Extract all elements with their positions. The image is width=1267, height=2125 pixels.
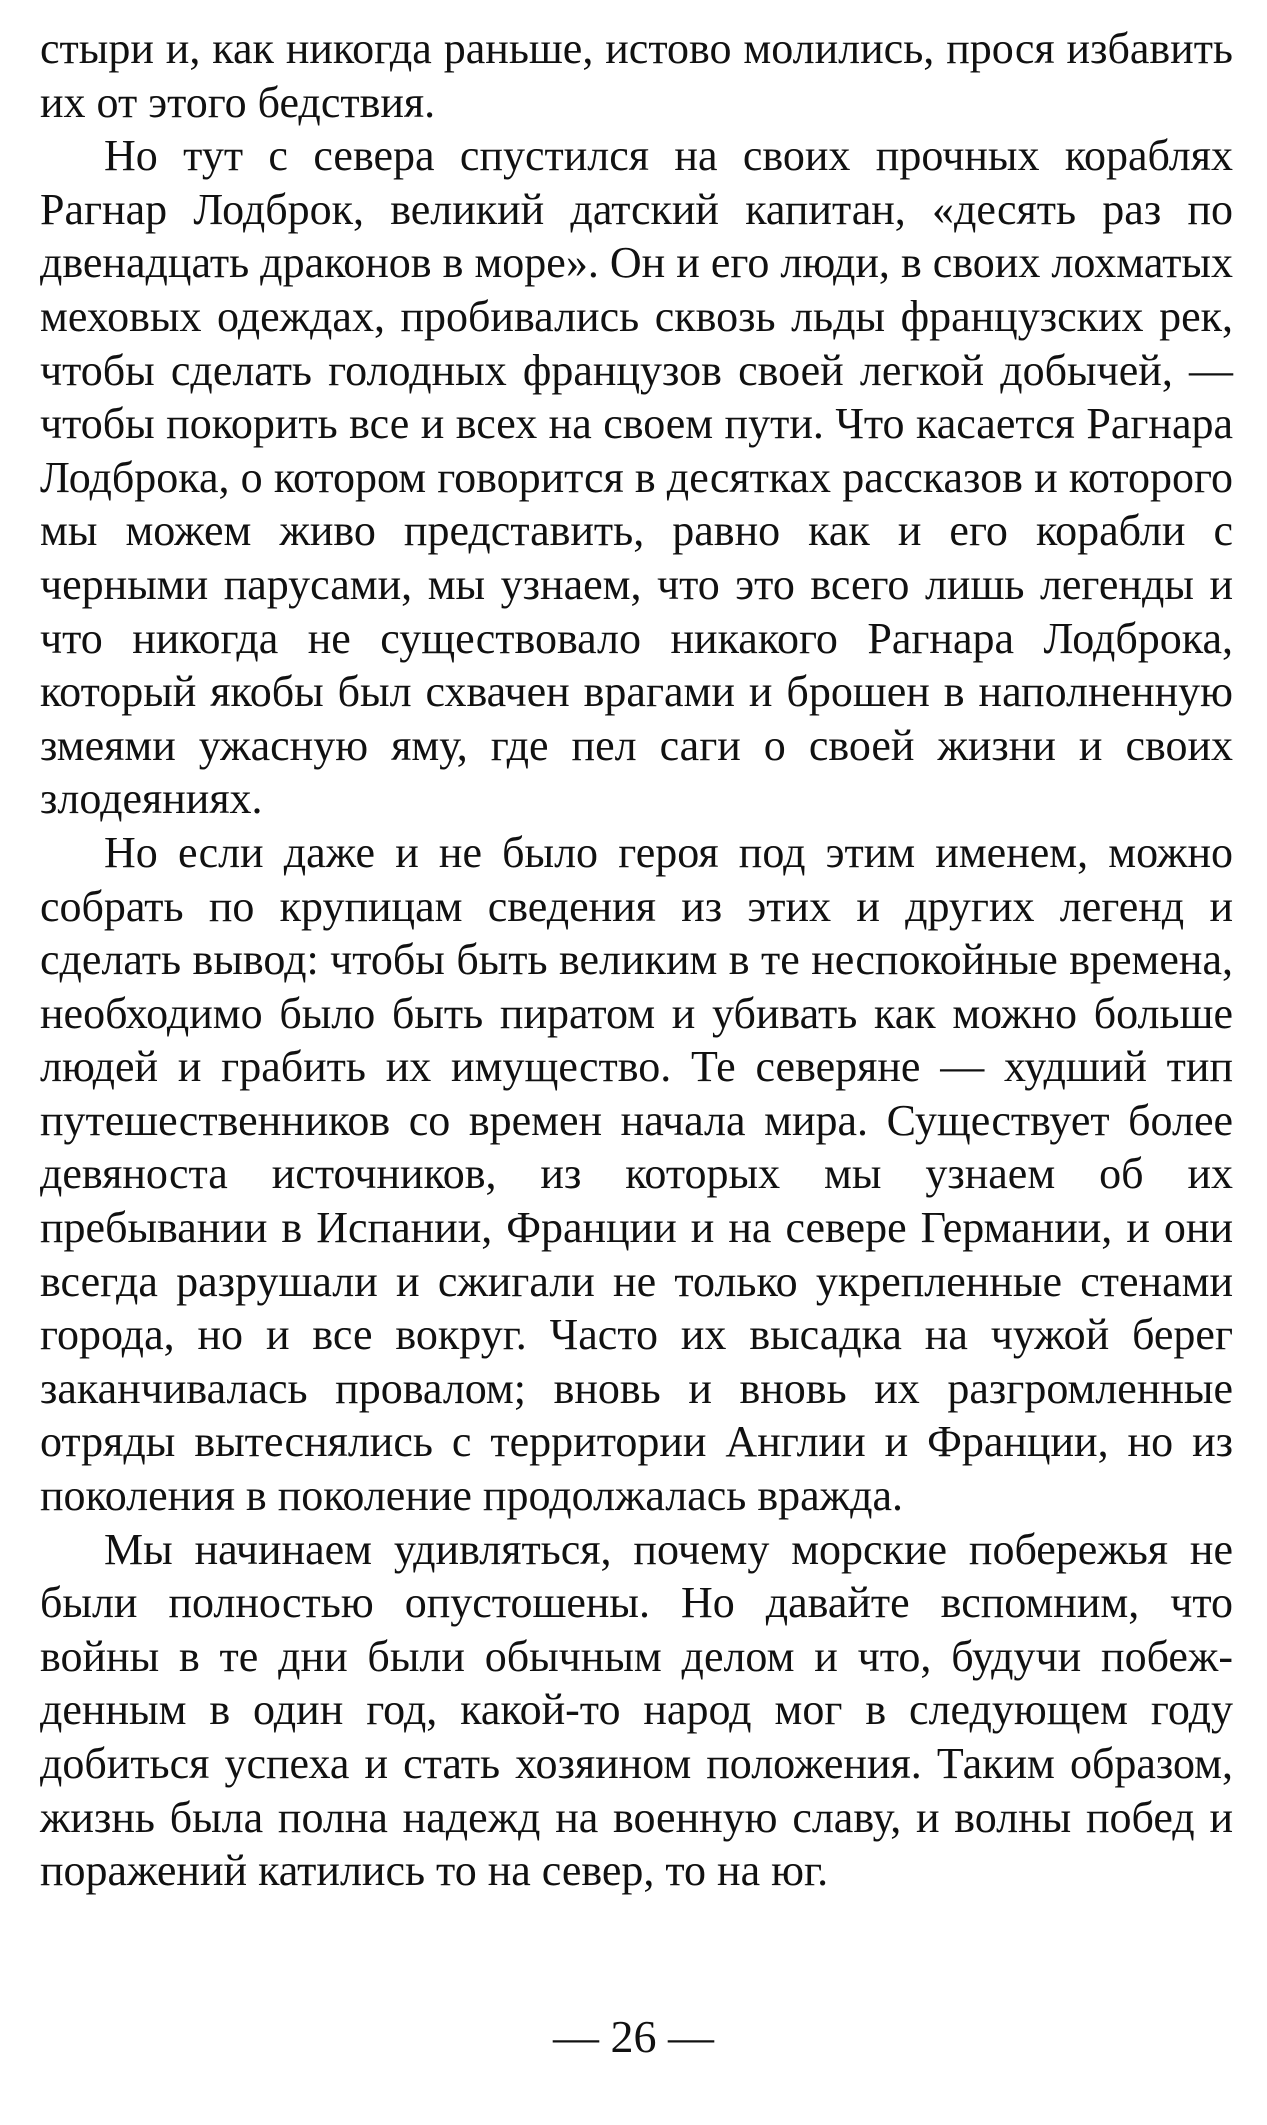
paragraph-northmen: Но если даже и не было героя под этим именем, можно собрать по крупицам сведения из этих и других легенд и сделать вывод: чтобы быть великим в те неспокойные времена, необходимо было быть пиратом и убивать как можно больше людей и грабить их имущество. Те северяне — худший тип путешественников со времен начала мира. Существует более девяноста источников, из которых мы узнаем об их пребывании в Испании, Франции и на севере Германии, и они всегда разрушали и сжигали не только укрепленные стенами города, но и все вокруг. Часто их высадка на чужой берег заканчивалась провалом; вновь и вновь их разгромленные отряды вытеснялись с территории Англии и Франции, но из поколения в поколение продолжалась вражда.: [40, 827, 1233, 1521]
book-page-body: [40, 22, 1233, 1898]
paragraph-continuation: стыри и, как никогда раньше, истово молились, прося избавить их от этого бедствия.: [40, 24, 1233, 127]
paragraph-ragnar: Но тут с севера спустился на своих прочных кораблях Рагнар Лодброк, великий датский капитан, «десять раз по двенадцать драконов в море». Он и его люди, в своих лохматых меховых одеждах, пробивались сквозь льды французских рек, чтобы сделать голодных французов своей легкой добычей, — чтобы покорить все и всех на своем пути. Что касается Рагнара Лодброка, о котором говорится в десятках рассказов и которого мы можем живо представить, равно как и его корабли с черными парусами, мы узнаем, что это всего лишь легенды и что никогда не существовало никакого Рагнара Лодброка, который якобы был схвачен врагами и брошен в наполненную змеями ужасную яму, где пел саги о своей жизни и своих злодеяниях.: [40, 131, 1233, 824]
page-number: — 26 —: [553, 2011, 714, 2062]
paragraph-coasts: Мы начинаем удивляться, почему морские побережья не были полностью опустошены. Но давайте вспомним, что войны в те дни были обычным делом и что, будучи побежденным в один год, какой-то народ мог в следующем году добиться успеха и стать хозяином положения. Таким образом, жизнь была полна надежд на военную славу, и волны побед и поражений катились то на север, то на юг.: [40, 1524, 1233, 1896]
